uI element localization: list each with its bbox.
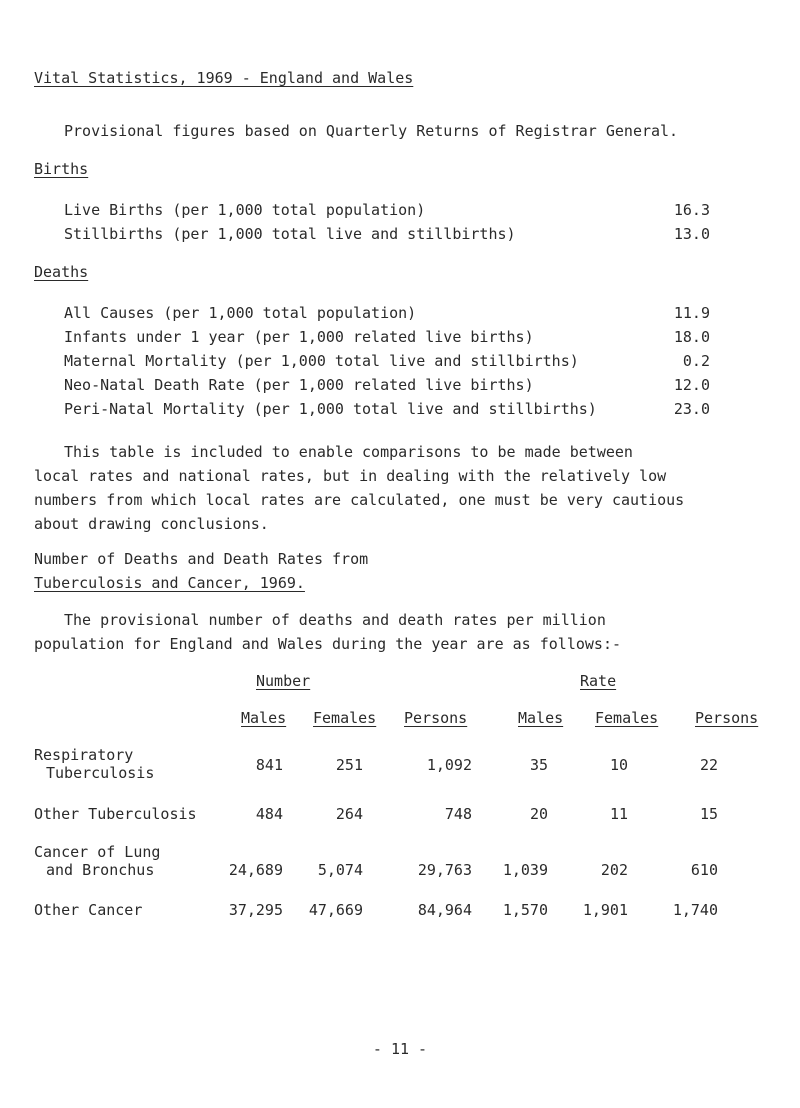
cell: 24,689 <box>228 861 283 879</box>
births-row-label: Stillbirths (per 1,000 total live and stillbirths) <box>64 225 516 243</box>
cell: 47,669 <box>308 901 363 919</box>
page-title: Vital Statistics, 1969 - England and Wales <box>34 69 414 87</box>
deaths-row-value: 11.9 <box>673 304 710 322</box>
group-header-number: Number <box>256 672 311 690</box>
cell: 10 <box>609 756 628 774</box>
deaths-row-label: Peri-Natal Mortality (per 1,000 total live and stillbirths) <box>64 400 597 418</box>
cell: 1,092 <box>426 756 472 774</box>
section-heading-line1: Number of Deaths and Death Rates from <box>34 550 369 568</box>
row-label-line: Other Tuberculosis <box>34 805 197 823</box>
column-header-persons: Persons <box>695 709 759 727</box>
column-header-females: Females <box>313 709 377 727</box>
cell: 264 <box>335 805 363 823</box>
deaths-row-value: 0.2 <box>682 352 710 370</box>
cell: 5,074 <box>317 861 363 879</box>
cell: 251 <box>335 756 363 774</box>
deaths-row-value: 23.0 <box>673 400 710 418</box>
deaths-row-label: All Causes (per 1,000 total population) <box>64 304 417 322</box>
births-row-value: 13.0 <box>673 225 710 243</box>
cell: 1,740 <box>672 901 718 919</box>
cell: 841 <box>255 756 283 774</box>
column-header-males: Males <box>518 709 564 727</box>
deaths-row-label: Infants under 1 year (per 1,000 related live births) <box>64 328 534 346</box>
deaths-heading: Deaths <box>34 263 89 281</box>
note-line: local rates and national rates, but in dealing with the relatively low <box>34 467 667 485</box>
group-header-rate: Rate <box>580 672 617 690</box>
cell: 484 <box>255 805 283 823</box>
births-heading: Births <box>34 160 89 178</box>
note-line: numbers from which local rates are calculated, one must be very cautious <box>34 491 685 509</box>
cell: 84,964 <box>417 901 472 919</box>
page-number: - 11 - <box>372 1040 428 1058</box>
cell: 29,763 <box>417 861 472 879</box>
deaths-row-label: Neo-Natal Death Rate (per 1,000 related live births) <box>64 376 534 394</box>
note-line: This table is included to enable comparisons to be made between <box>64 443 633 461</box>
cell: 610 <box>690 861 718 879</box>
cell: 1,039 <box>502 861 548 879</box>
births-row-label: Live Births (per 1,000 total population) <box>64 201 426 219</box>
row-label-line: Cancer of Lung <box>34 843 161 861</box>
row-label-line: Tuberculosis <box>46 764 155 782</box>
row-label-line: Respiratory <box>34 746 134 764</box>
row-label-line: Other Cancer <box>34 901 143 919</box>
deaths-row-label: Maternal Mortality (per 1,000 total live and stillbirths) <box>64 352 579 370</box>
column-header-persons: Persons <box>404 709 468 727</box>
cell: 20 <box>529 805 548 823</box>
cell: 202 <box>600 861 628 879</box>
page-subtitle: Provisional figures based on Quarterly Returns of Registrar General. <box>64 122 679 140</box>
section-intro-line2: population for England and Wales during the year are as follows:- <box>34 635 621 653</box>
cell: 11 <box>609 805 628 823</box>
births-row-value: 16.3 <box>673 201 710 219</box>
cell: 22 <box>699 756 718 774</box>
cell: 748 <box>444 805 472 823</box>
deaths-row-value: 18.0 <box>673 328 710 346</box>
deaths-row-value: 12.0 <box>673 376 710 394</box>
column-header-females: Females <box>595 709 659 727</box>
section-heading-line2: Tuberculosis and Cancer, 1969. <box>34 574 305 592</box>
section-intro-line1: The provisional number of deaths and death rates per million <box>64 611 606 629</box>
cell: 1,570 <box>502 901 548 919</box>
cell: 15 <box>699 805 718 823</box>
cell: 35 <box>529 756 548 774</box>
note-line: about drawing conclusions. <box>34 515 269 533</box>
cell: 37,295 <box>228 901 283 919</box>
row-label-line: and Bronchus <box>46 861 155 879</box>
cell: 1,901 <box>582 901 628 919</box>
column-header-males: Males <box>241 709 287 727</box>
